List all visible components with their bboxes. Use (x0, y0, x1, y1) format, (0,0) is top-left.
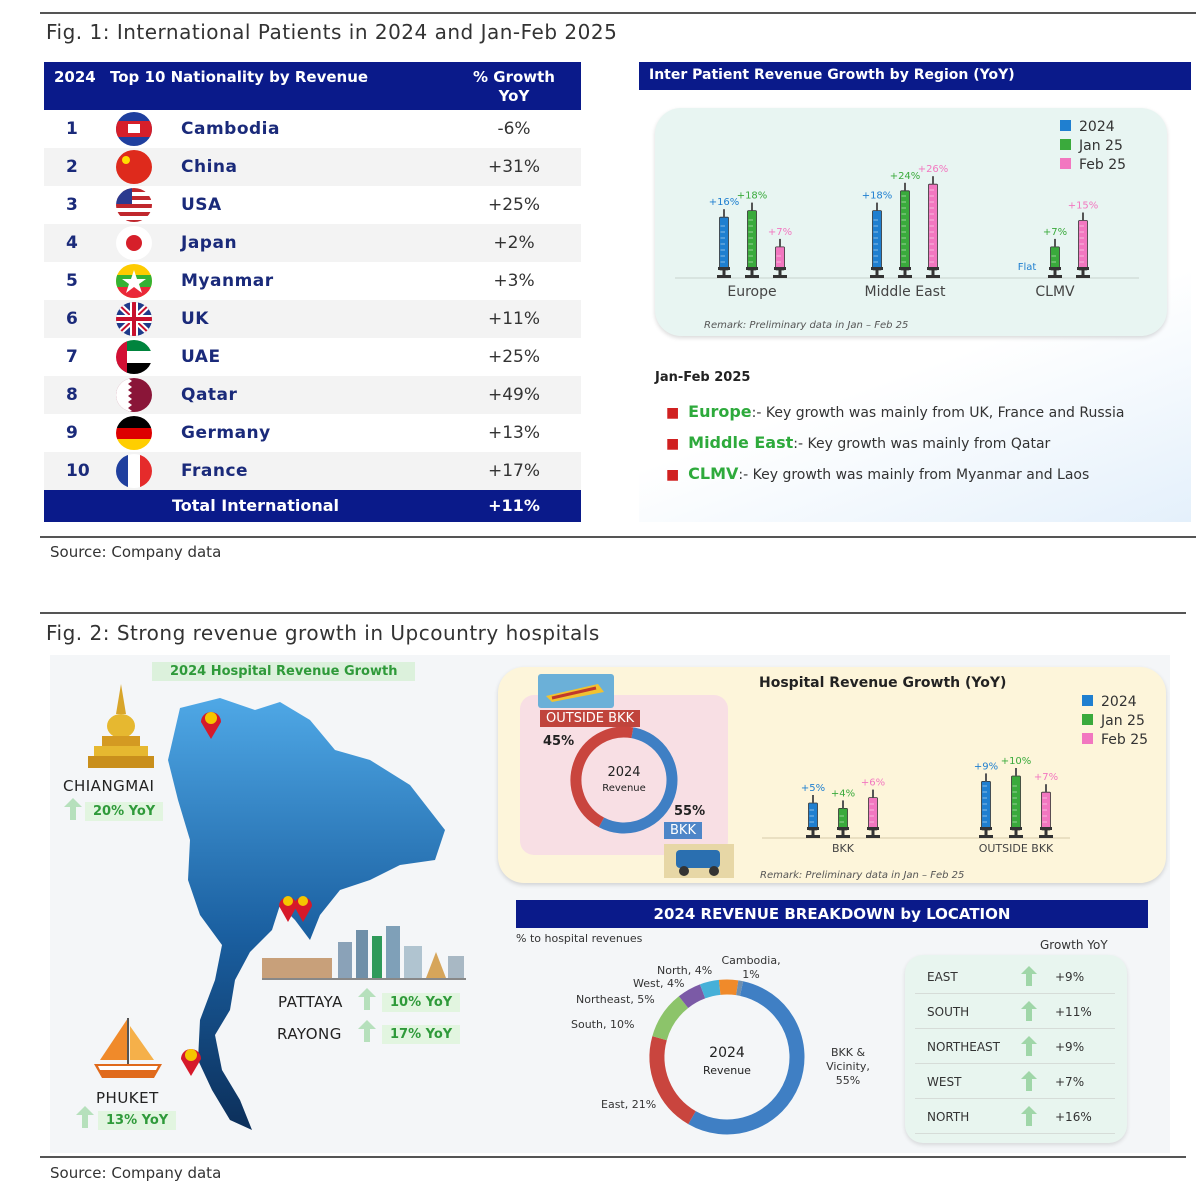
flag-japan-icon (116, 226, 152, 260)
category-label: Middle East (864, 284, 946, 300)
breakdown-banner: 2024 REVENUE BREAKDOWN by LOCATION (516, 900, 1148, 928)
table-row (44, 224, 581, 262)
yoy-rayong: 17% YoY (382, 1025, 460, 1044)
nationality-table (44, 62, 581, 522)
bar-middle-east-0 (870, 203, 884, 278)
bar-middle-east-1 (898, 183, 912, 278)
table-header (44, 62, 581, 110)
category-label: OUTSIDE BKK (978, 842, 1054, 855)
top-rule (40, 12, 1196, 14)
row-rank: 5 (66, 271, 78, 291)
row-country: Japan (181, 233, 238, 253)
boat-icon (92, 1016, 164, 1082)
bullet-text: :- Key growth was mainly from Myanmar and Laos (738, 467, 1090, 483)
up-arrow-icon (64, 798, 82, 820)
donut2-slice-6 (737, 988, 741, 989)
bar-clmv-2 (1076, 213, 1090, 279)
bullets-title: Jan-Feb 2025 (655, 370, 751, 385)
city-pattaya: PATTAYA (278, 993, 343, 1011)
bullet-dot: ■ (666, 467, 680, 483)
flag-france-icon (116, 454, 152, 488)
label-north: North, 4% (657, 964, 713, 977)
bar-europe-2 (773, 239, 787, 278)
row-rank: 8 (66, 385, 78, 405)
pagoda-icon (88, 684, 154, 770)
bar-bkk-0 (806, 795, 820, 838)
row-growth: +25% (487, 195, 541, 215)
legend-swatch-1 (1082, 714, 1093, 725)
up-arrow-icon (1021, 1106, 1037, 1126)
fig2-source: Source: Company data (50, 1164, 222, 1182)
growth-row (915, 1030, 1115, 1064)
legend-label-1: Jan 25 (1101, 713, 1145, 729)
bar-outside-bkk-0 (979, 773, 993, 838)
legend-label-2: Feb 25 (1079, 157, 1127, 173)
data-label: +18% (861, 190, 893, 202)
yoy-pattaya: 10% YoY (382, 993, 460, 1012)
row-rank: 3 (66, 195, 78, 215)
region-banner: Inter Patient Revenue Growth by Region (YoY) (639, 62, 1191, 90)
fig1-title: Fig. 1: International Patients in 2024 and Jan-Feb 2025 (46, 20, 618, 44)
flag-china-icon (116, 150, 152, 184)
legend-label-2: Feb 25 (1101, 732, 1149, 748)
donut1-label-bkk: 55% (674, 804, 706, 819)
donut2-center-2: Revenue (703, 1064, 751, 1077)
bottom-rule (40, 1156, 1186, 1158)
donut1-slice-0 (601, 733, 672, 828)
bullet-key: Europe (688, 402, 752, 421)
row-growth: -6% (497, 119, 531, 139)
label-east: East, 21% (601, 1098, 657, 1111)
table-row (44, 452, 581, 490)
region-growth-chart (655, 108, 1167, 336)
growth-region: EAST (927, 970, 958, 984)
total-label: Total International (172, 496, 339, 515)
row-rank: 7 (66, 347, 78, 367)
data-label: +16% (708, 197, 740, 209)
donut2-slice-2 (660, 1002, 684, 1038)
growth-row (915, 995, 1115, 1029)
bullet-europe (666, 402, 1124, 421)
row-rank: 2 (66, 157, 78, 177)
flag-cambodia-icon (116, 112, 152, 146)
map-banner: 2024 Hospital Revenue Growth (152, 662, 415, 681)
row-growth: +25% (487, 347, 541, 367)
bullet-dot: ■ (666, 436, 680, 452)
growth-row (915, 960, 1115, 994)
row-country: USA (181, 195, 222, 215)
row-rank: 10 (66, 461, 90, 481)
growth-region: NORTH (927, 1110, 970, 1124)
flag-qatar-icon (116, 378, 152, 412)
growth-region: SOUTH (927, 1005, 970, 1019)
pin-phuket-icon (178, 1043, 204, 1077)
bullet-dot: ■ (666, 405, 680, 421)
growth-row (915, 1065, 1115, 1099)
label-bkk-vicinity: BKK & Vicinity, 55% (826, 1046, 870, 1087)
label-cambodia: Cambodia, 1% (721, 954, 781, 981)
growth-value: +16% (1055, 1110, 1092, 1124)
category-label: BKK (832, 842, 854, 855)
bullet-text: :- Key growth was mainly from UK, France and Russia (751, 405, 1125, 421)
bkk-tag: BKK (664, 822, 702, 839)
flag-usa-icon (116, 188, 152, 222)
bar-outside-bkk-2 (1039, 784, 1053, 838)
row-country: UK (181, 309, 209, 329)
growth-region: NORTHEAST (927, 1040, 1000, 1054)
row-rank: 4 (66, 233, 78, 253)
data-label: +15% (1067, 200, 1099, 212)
bar-middle-east-2 (926, 176, 940, 278)
table-row (44, 414, 581, 452)
row-growth: +2% (493, 233, 535, 253)
bullet-text: :- Key growth was mainly from Qatar (793, 436, 1051, 452)
data-label: +24% (889, 170, 921, 182)
bullet-middle-east (666, 433, 1050, 452)
table-row (44, 262, 581, 300)
data-label: +4% (830, 788, 856, 800)
city-rayong: RAYONG (277, 1025, 342, 1043)
row-growth: +13% (487, 423, 541, 443)
row-country: France (181, 461, 249, 481)
data-label: +10% (1000, 756, 1032, 767)
header-growth-1: % Growth (473, 68, 555, 86)
legend-swatch-1 (1060, 139, 1071, 150)
flag-uk-icon (116, 302, 152, 336)
legend-swatch-2 (1082, 733, 1093, 744)
pin-pattaya-icon (276, 888, 316, 924)
row-rank: 6 (66, 309, 78, 329)
donut2-center-1: 2024 (709, 1045, 745, 1061)
data-label: +18% (736, 190, 768, 202)
donut2-slice-3 (684, 991, 703, 1002)
bullet-key: Middle East (688, 433, 794, 452)
row-country: Qatar (181, 385, 238, 405)
row-rank: 9 (66, 423, 78, 443)
donut2-slice-4 (703, 987, 720, 991)
data-label: +26% (917, 164, 949, 176)
bar-bkk-2 (866, 790, 880, 838)
city-phuket: PHUKET (96, 1089, 159, 1107)
row-rank: 1 (66, 119, 78, 139)
tuk-boat-icon (538, 674, 614, 708)
legend-label-0: 2024 (1101, 694, 1137, 710)
data-label: +7% (767, 226, 793, 238)
header-year: 2024 (54, 68, 96, 86)
header-growth-2: YoY (498, 87, 530, 105)
label-west: West, 4% (633, 977, 685, 990)
fig2-rule (40, 612, 1186, 614)
growth-row (915, 1100, 1115, 1134)
up-arrow-icon (358, 1020, 376, 1042)
fig2-title: Fig. 2: Strong revenue growth in Upcountry hospitals (46, 621, 600, 645)
bar-europe-0 (717, 209, 731, 278)
total-value: +11% (488, 496, 540, 515)
label-south: South, 10% (571, 1018, 635, 1031)
header-title: Top 10 Nationality by Revenue (110, 68, 369, 86)
hospital-remark: Remark: Preliminary data in Jan – Feb 25 (760, 870, 965, 881)
row-growth: +11% (487, 309, 541, 329)
table-row (44, 148, 581, 186)
row-country: Germany (181, 423, 271, 443)
bar-outside-bkk-1 (1009, 768, 1023, 838)
mid-rule (40, 536, 1196, 538)
legend-label-0: 2024 (1079, 119, 1115, 135)
row-country: China (181, 157, 238, 177)
donut1-center-1: 2024 (607, 765, 641, 780)
legend-label-1: Jan 25 (1079, 138, 1123, 154)
growth-value: +11% (1055, 1005, 1092, 1019)
hospital-growth-chart (750, 692, 1166, 862)
table-row (44, 186, 581, 224)
flag-uae-icon (116, 340, 152, 374)
row-country: Cambodia (181, 119, 280, 139)
legend-swatch-0 (1060, 120, 1071, 131)
up-arrow-icon (76, 1106, 94, 1128)
table-row (44, 376, 581, 414)
table-total-row (44, 490, 581, 522)
donut1-center-2: Revenue (602, 783, 646, 794)
up-arrow-icon (1021, 1071, 1037, 1091)
row-growth: +49% (487, 385, 541, 405)
table-row (44, 300, 581, 338)
bullet-clmv (666, 464, 1089, 483)
bar-bkk-1 (836, 800, 850, 838)
bar-clmv-1 (1048, 239, 1062, 278)
data-label: +6% (860, 777, 886, 789)
breakdown-sub: % to hospital revenues (516, 932, 643, 945)
city-chiangmai: CHIANGMAI (63, 777, 155, 795)
yoy-chiangmai: 20% YoY (85, 802, 163, 821)
bullets (655, 370, 1185, 385)
row-growth: +31% (487, 157, 541, 177)
row-country: Myanmar (181, 271, 274, 291)
up-arrow-icon (1021, 966, 1037, 986)
fig1-source: Source: Company data (50, 543, 222, 561)
flat-annotation: Flat (1017, 262, 1037, 273)
tuktuk-icon (664, 844, 734, 878)
growth-region: WEST (927, 1075, 962, 1089)
bar-europe-1 (745, 203, 759, 278)
row-growth: +17% (487, 461, 541, 481)
row-country: UAE (181, 347, 221, 367)
category-label: Europe (727, 284, 777, 300)
up-arrow-icon (1021, 1001, 1037, 1021)
outside-bkk-tag: OUTSIDE BKK (540, 710, 640, 727)
growth-value: +9% (1055, 970, 1085, 984)
label-northeast: Northeast, 5% (576, 993, 655, 1006)
flag-germany-icon (116, 416, 152, 450)
data-label: +5% (800, 783, 826, 794)
legend-swatch-0 (1082, 695, 1093, 706)
growth-value: +9% (1055, 1040, 1085, 1054)
data-label: +9% (973, 761, 999, 773)
region-remark: Remark: Preliminary data in Jan – Feb 25 (704, 320, 909, 331)
table-row (44, 338, 581, 376)
table-row (44, 110, 581, 148)
bullet-key: CLMV (688, 464, 739, 483)
donut2-slice-5 (720, 987, 738, 988)
yoy-phuket: 13% YoY (98, 1111, 176, 1130)
category-label: CLMV (1035, 284, 1075, 300)
up-arrow-icon (358, 988, 376, 1010)
legend-swatch-2 (1060, 158, 1071, 169)
data-label: +7% (1033, 772, 1059, 784)
data-label: +7% (1042, 226, 1068, 238)
up-arrow-icon (1021, 1036, 1037, 1056)
pin-chiangmai-icon (198, 706, 224, 740)
hospital-title: Hospital Revenue Growth (YoY) (759, 675, 1007, 691)
row-growth: +3% (493, 271, 535, 291)
growth-value: +7% (1055, 1075, 1085, 1089)
growth-yoy-title: Growth YoY (1040, 938, 1108, 952)
donut1-label-outside: 45% (543, 734, 575, 749)
donut2-slice-1 (657, 1038, 692, 1117)
flag-myanmar-icon (116, 264, 152, 298)
skyline-icon (262, 922, 466, 980)
